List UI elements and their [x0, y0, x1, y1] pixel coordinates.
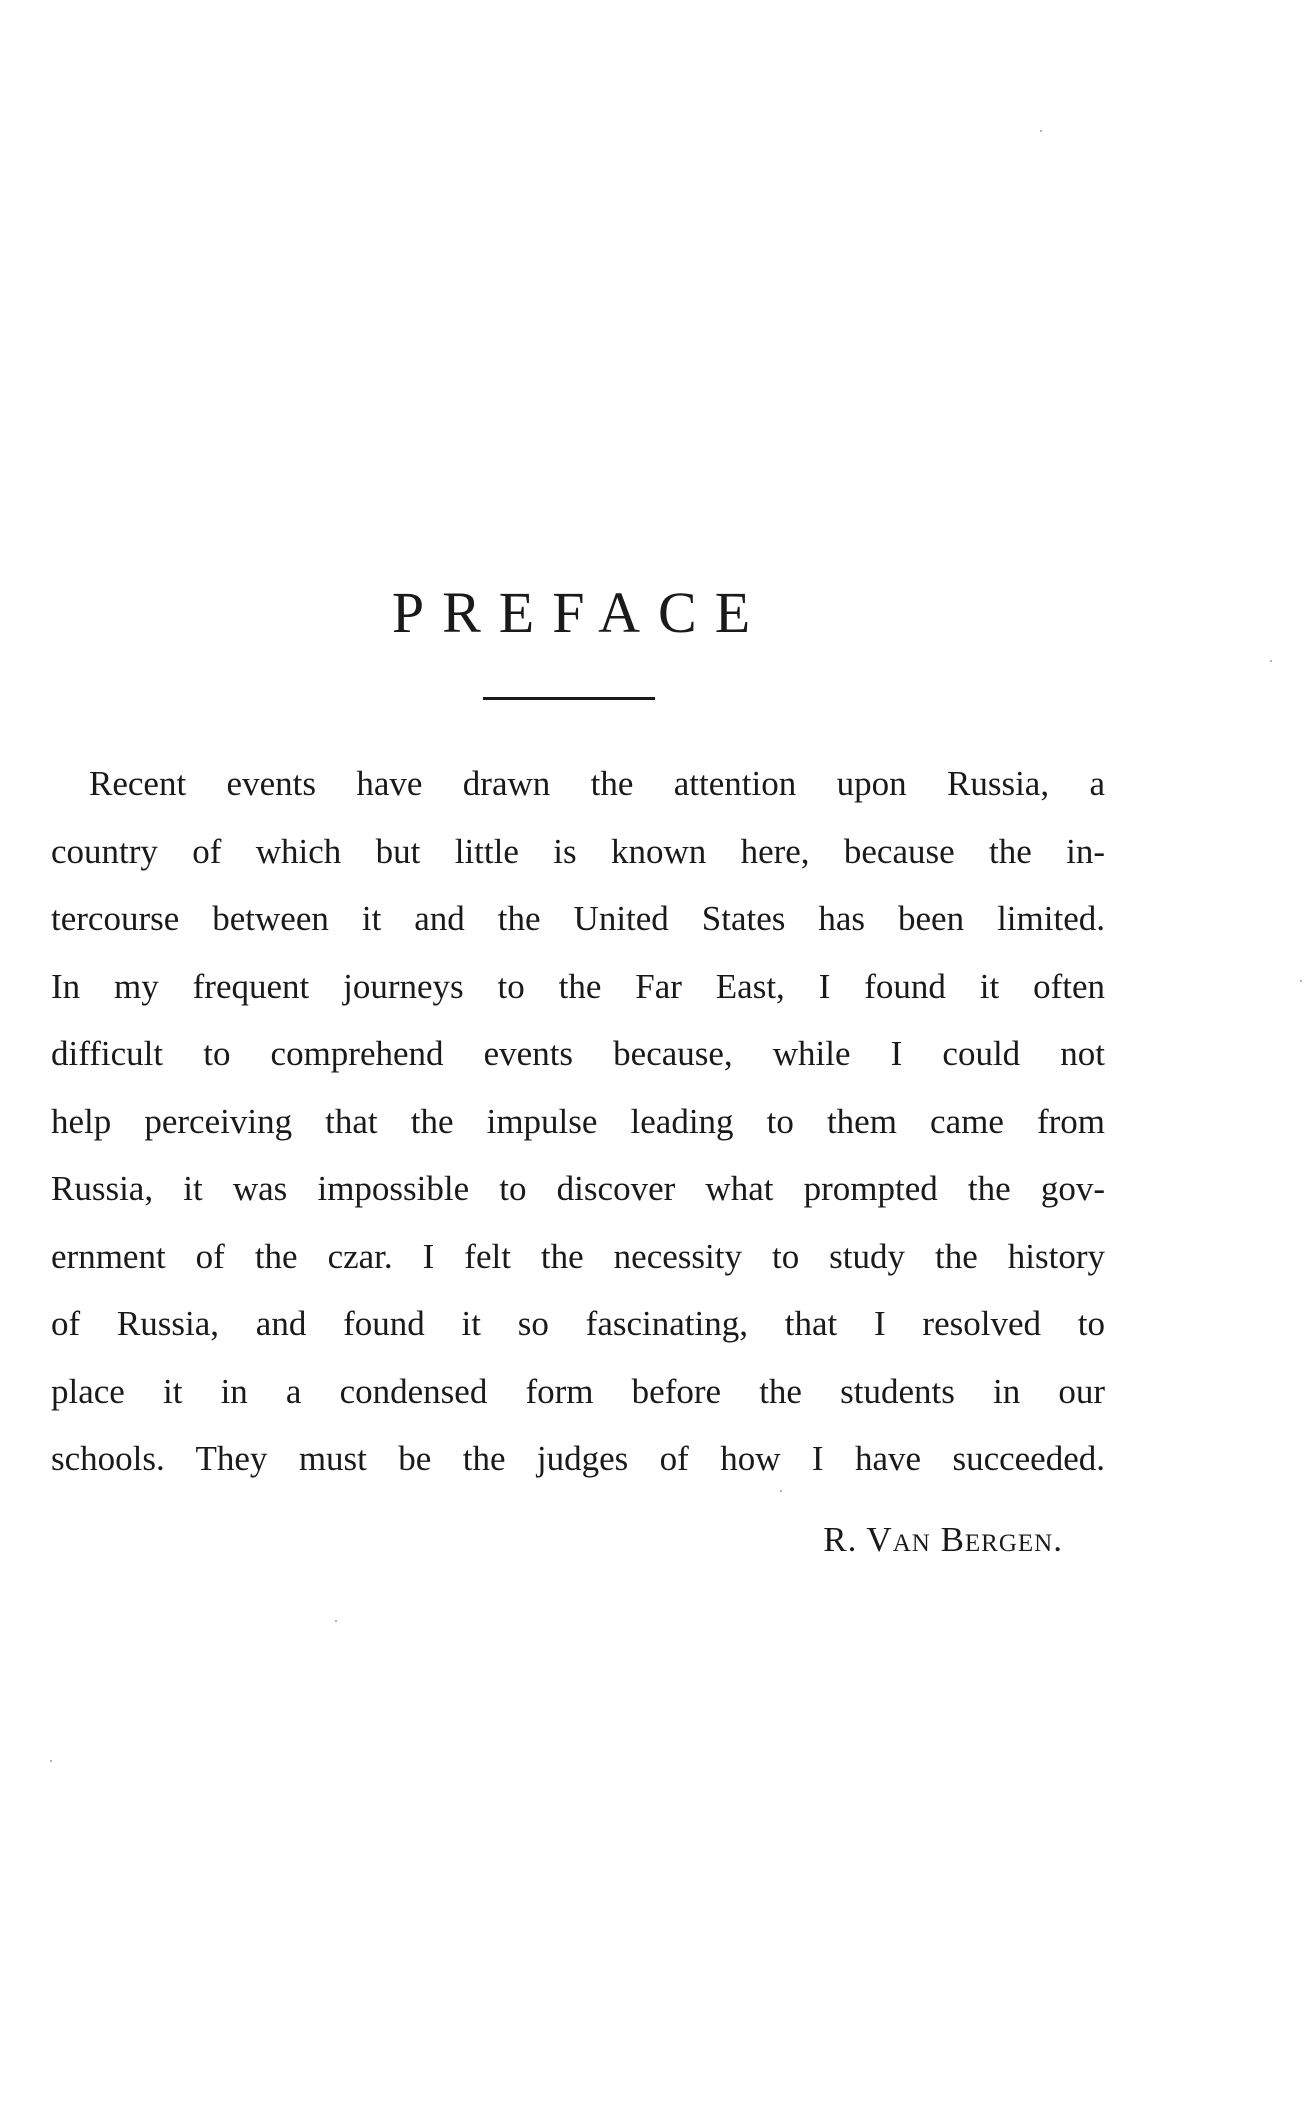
page-title: PREFACE — [391, 580, 769, 645]
paragraph-line: schools. They must be the judges of how I have succeeded. — [51, 1439, 1105, 1478]
paragraph-line: ernment of the czar. I felt the necessity to study the history — [51, 1236, 1105, 1276]
paragraph-line: Russia, it was impossible to discover what prompted the gov- — [51, 1169, 1105, 1208]
title-divider — [483, 697, 655, 700]
scan-speck — [335, 1620, 337, 1622]
paragraph-line: country of which but little is known here, because the in- — [51, 831, 1105, 871]
paragraph-line: of Russia, and found it so fascinating, that I resolved to — [51, 1304, 1105, 1343]
paragraph-line: place it in a condensed form before the students in our — [51, 1371, 1105, 1411]
scan-speck — [780, 1490, 782, 1492]
author-signature: R. Van Bergen. — [823, 1520, 1063, 1559]
paragraph-line: help perceiving that the impulse leading to them came from — [51, 1101, 1105, 1141]
paragraph-line: Recent events have drawn the attention upon Russia, a — [89, 764, 1105, 803]
scan-speck — [1270, 660, 1272, 662]
preface-paragraph — [51, 750, 1105, 1493]
paragraph-line: In my frequent journeys to the Far East, I found it often — [51, 966, 1105, 1006]
paragraph-line: tercourse between it and the United States has been limited. — [51, 899, 1105, 938]
scan-speck — [50, 1760, 52, 1762]
paragraph-line: difficult to comprehend events because, while I could not — [51, 1034, 1105, 1073]
scan-speck — [1300, 980, 1302, 982]
scan-speck — [1040, 130, 1042, 132]
